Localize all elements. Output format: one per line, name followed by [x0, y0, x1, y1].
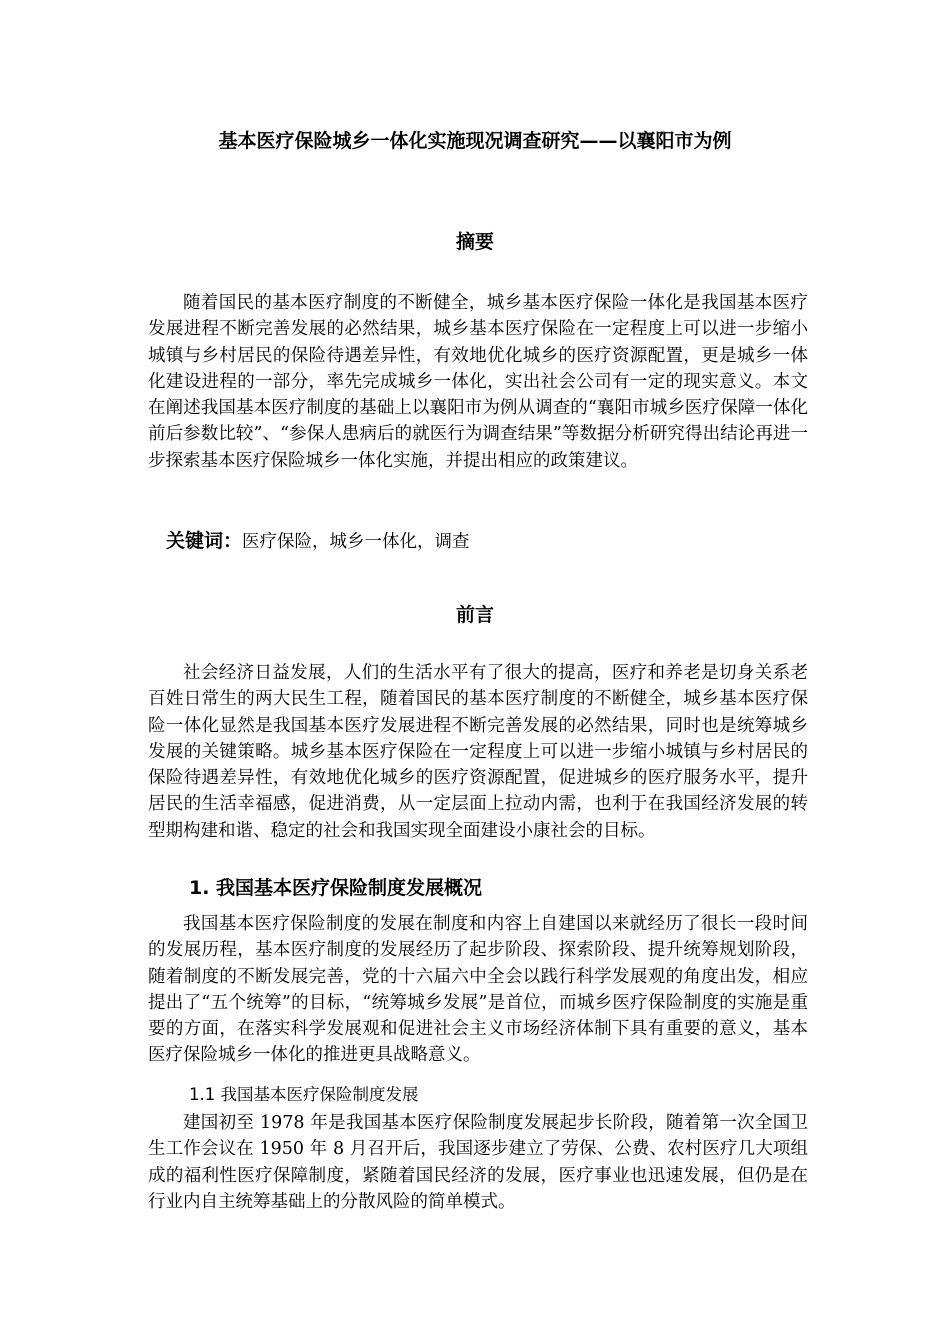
- abstract-heading: 摘要: [455, 231, 494, 253]
- keywords-line: [166, 527, 470, 556]
- preface-heading: 前言: [455, 604, 494, 626]
- abstract-body: 随着国民的基本医疗制度的不断健全，城乡基本医疗保险一体化是我国基本医疗发展进程不断完善发展的必然结果，城乡基本医疗保险在一定程度上可以进一步缩小城镇与乡村居民的保险待遇差异性，有效地优化城乡的医疗资源配置，更是城乡一体化建设进程的一部分，率先完成城乡一体化，实出社会公司有一定的现实意义。本文在阐述我国基本医疗制度的基础上以襄阳市为例从调查的“襄阳市城乡医疗保障一体化前后参数比较”、“参保人患病后的就医行为调查结果”等数据分析研究得出结论再进一步探索基本医疗保险城乡一体化实施，并提出相应的政策建议。: [148, 293, 808, 471]
- preface-body: 社会经济日益发展，人们的生活水平有了很大的提高，医疗和养老是切身关系老百姓日常生的两大民生工程，随着国民的基本医疗制度的不断健全，城乡基本医疗保险一体化显然是我国基本医疗发展进程不断完善发展的必然结果，同时也是统筹城乡发展的关键策略。城乡基本医疗保险在一定程度上可以进一步缩小城镇与乡村居民的保险待遇差异性，有效地优化城乡的医疗资源配置，促进城乡的医疗服务水平，提升居民的生活幸福感，促进消费，从一定层面上拉动内需，也利于在我国经济发展的转型期构建和谐、稳定的社会和我国实现全面建设小康社会的目标。: [148, 663, 808, 841]
- section-1-body: 我国基本医疗保险制度的发展在制度和内容上自建国以来就经历了很长一段时间的发展历程，基本医疗制度的发展经历了起步阶段、探索阶段、提升统筹规划阶段，随着制度的不断发展完善，党的十六届六中全会以践行科学发展观的角度出发，相应提出了“五个统筹”的目标，“统筹城乡发展”是首位，而城乡医疗保险制度的实施是重要的方面，在落实科学发展观和促进社会主义市场经济体制下具有重要的意义，基本医疗保险城乡一体化的推进更具战略意义。: [148, 914, 808, 1066]
- section-1-1-body: 建国初至 1978 年是我国基本医疗保险制度发展起步长阶段，随着第一次全国卫生工作会议在 1950 年 8 月召开后，我国逐步建立了劳保、公费、农村医疗几大项组成的福利性医疗保障制度，紧随着国民经济的发展，医疗事业也迅速发展，但仍是在行业内自主统筹基础上的分散风险的简单模式。: [148, 1113, 808, 1212]
- section-1-1-heading: 1.1 我国基本医疗保险制度发展: [189, 1085, 419, 1104]
- keywords-value: 医疗保险，城乡一体化，调查: [242, 532, 470, 552]
- document-title: 基本医疗保险城乡一体化实施现况调查研究——以襄阳市为例: [218, 130, 732, 152]
- keywords-label: 关键词：: [166, 530, 243, 552]
- section-1-heading: 1. 我国基本医疗保险制度发展概况: [189, 877, 483, 899]
